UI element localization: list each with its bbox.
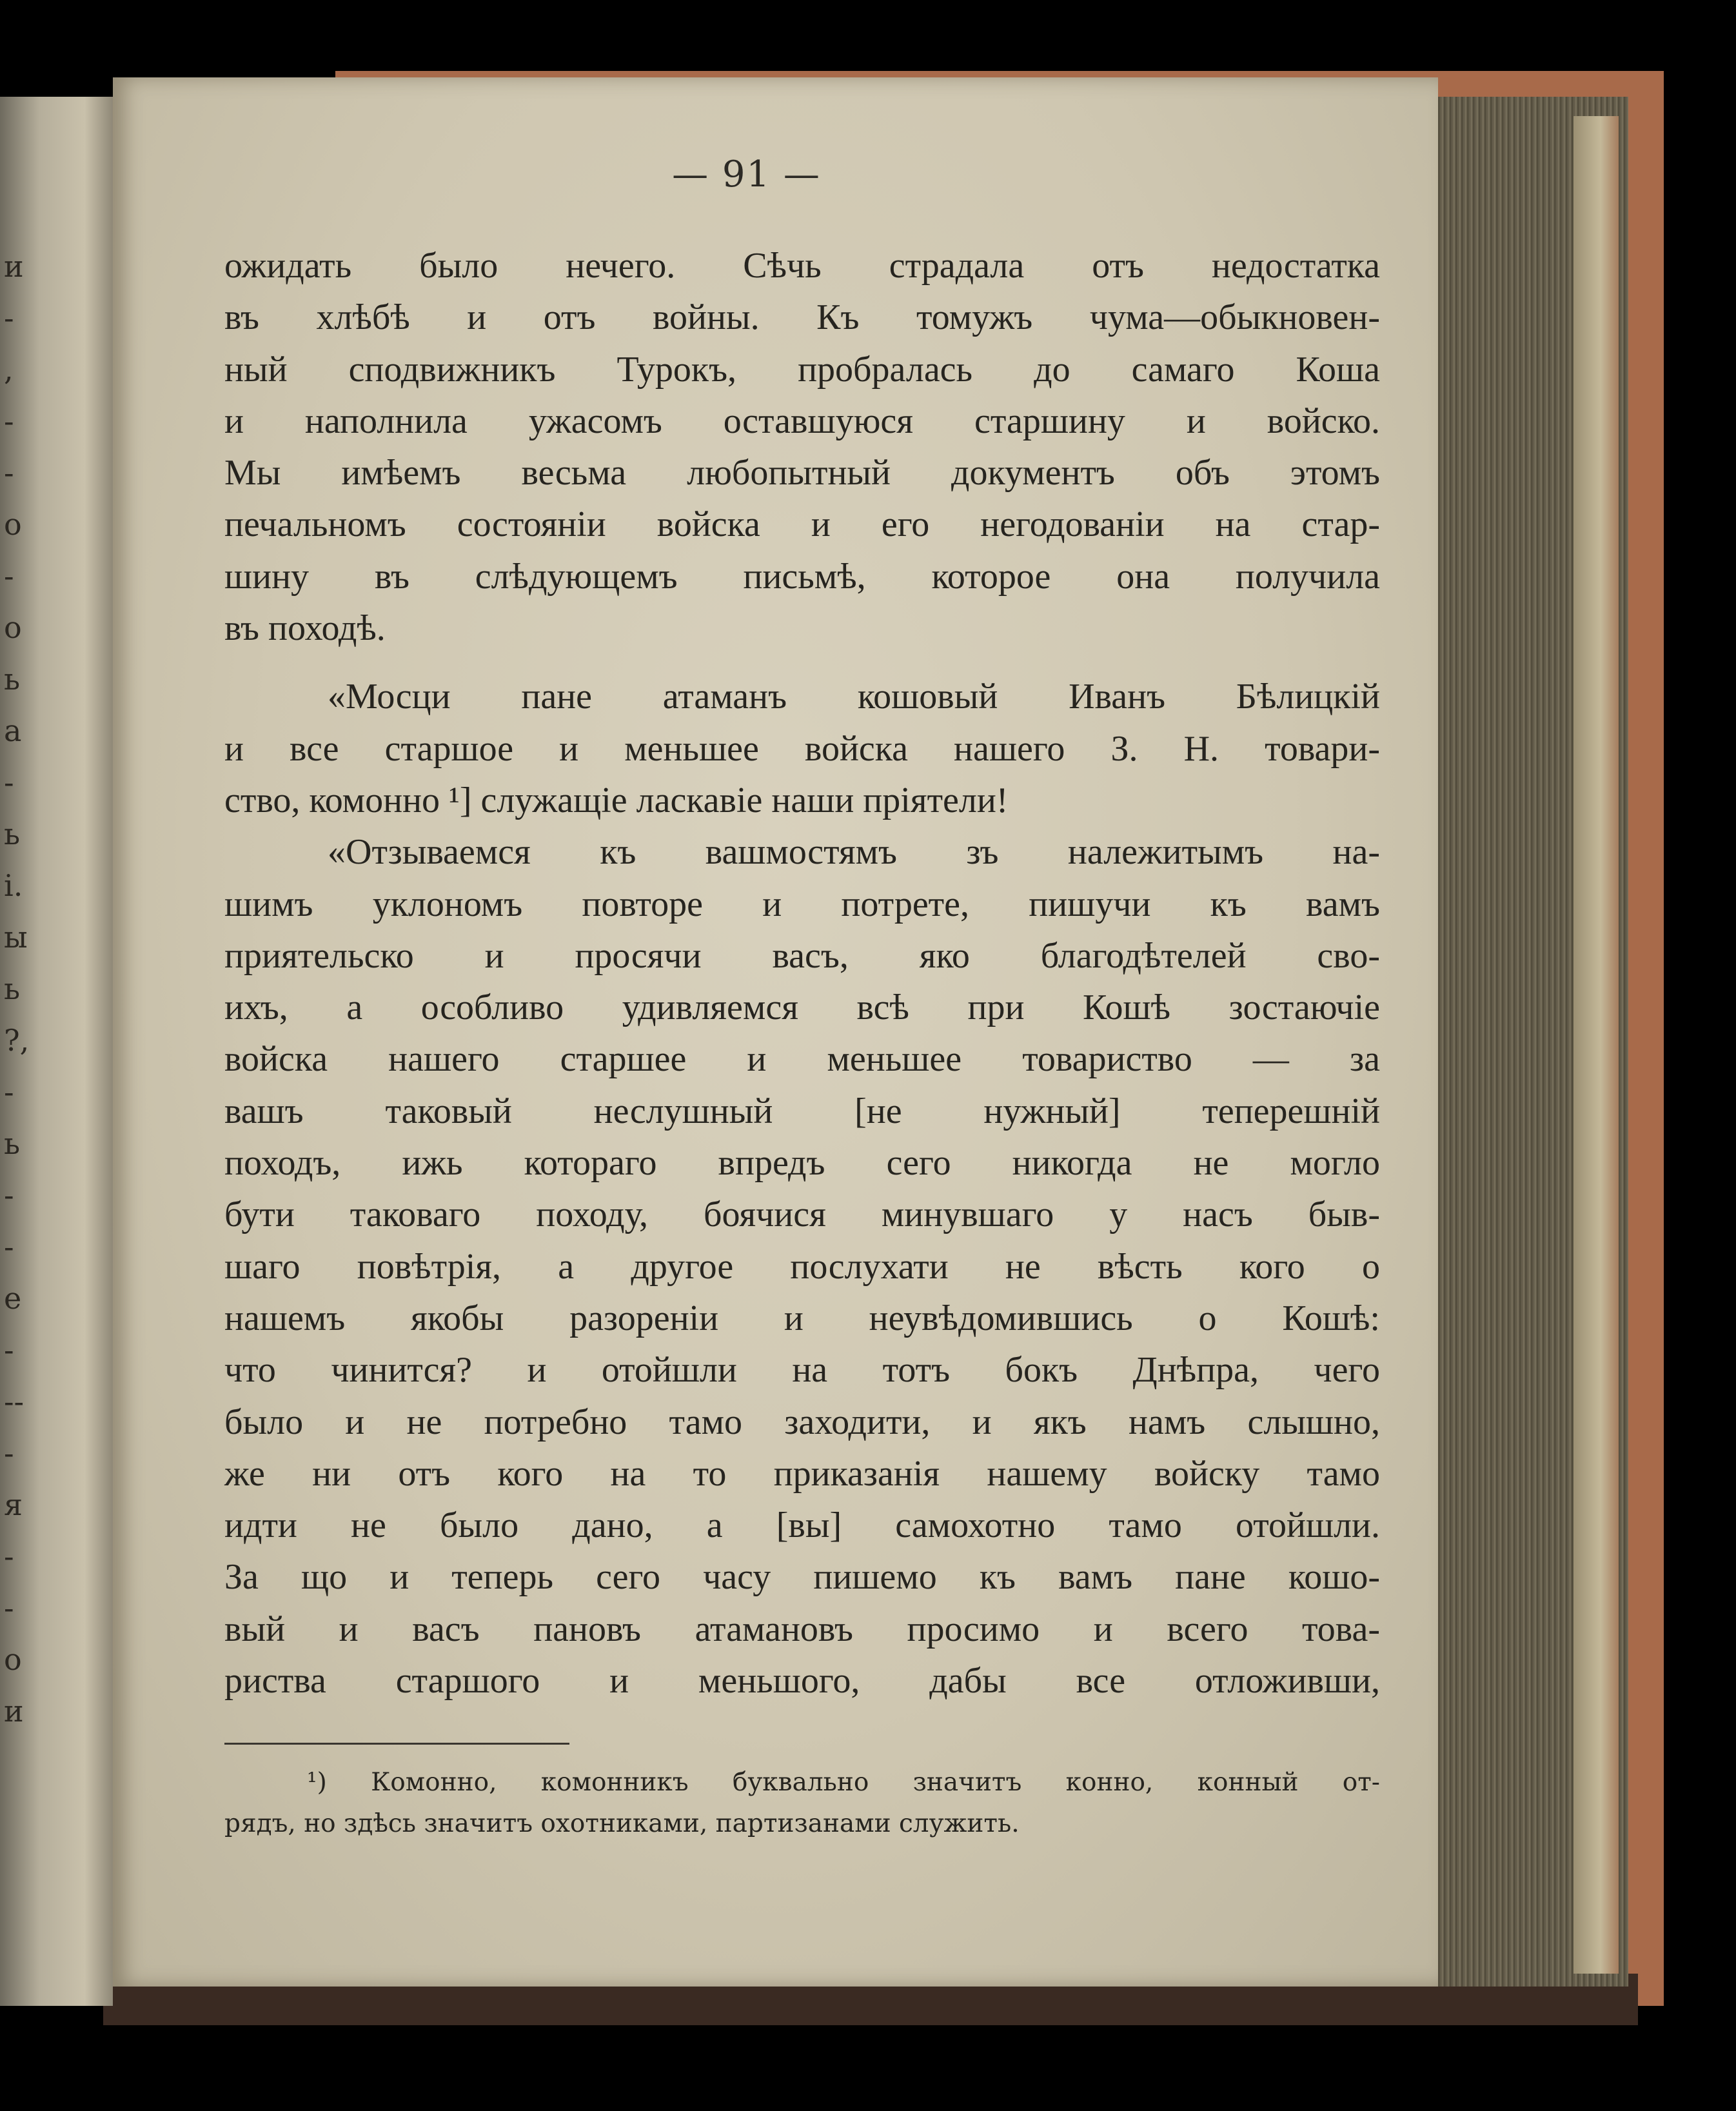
- left-page-fragment: ь: [4, 662, 21, 697]
- left-page-fragment: --: [4, 1384, 25, 1419]
- text-line: шаго повѣтрія, а другое послухати не вѣсть кого о: [224, 1246, 1380, 1287]
- left-page-fragment: -: [4, 301, 14, 335]
- text-line: походъ, ижь котораго впредъ сего никогда не могло: [224, 1143, 1380, 1184]
- text-line: вашъ таковый неслушный [не нужный] теперешній: [224, 1091, 1380, 1131]
- left-page-fragment: і.: [4, 868, 23, 903]
- text-line: «Отзываемся къ вашмостямъ зъ належитымъ на-: [328, 832, 1380, 873]
- text-line: идти не было дано, а [вы] самохотно тамо отойшли.: [224, 1505, 1380, 1546]
- left-page-fragment: -: [4, 765, 14, 800]
- text-line: приятельско и просячи васъ, яко благодѣтелей сво-: [224, 935, 1380, 976]
- text-line: же ни отъ кого на то приказанія нашему войску тамо: [224, 1453, 1380, 1494]
- left-page-fragment: ы: [4, 920, 28, 955]
- left-page-fragment: -: [4, 559, 14, 593]
- text-line: «Мосци пане атаманъ кошовый Иванъ Бѣлицкій: [328, 677, 1380, 717]
- left-facing-page: [0, 97, 113, 2006]
- paragraph-3: [224, 826, 1380, 1707]
- paragraph-2: [224, 671, 1380, 826]
- text-line: ожидать было нечего. Сѣчь страдала отъ недостатка: [224, 246, 1380, 286]
- text-line: и наполнила ужасомъ оставшуюся старшину и войско.: [224, 401, 1380, 441]
- footnote-line: рядъ, но здѣсь значитъ охотниками, партизанами служить.: [224, 1809, 1020, 1838]
- left-page-fragment: и: [4, 249, 24, 284]
- text-line: Мы имѣемъ весьма любопытный документъ объ этомъ: [224, 453, 1380, 493]
- left-page-fragment: и: [4, 1694, 24, 1729]
- text-line: въ походѣ.: [224, 608, 386, 649]
- left-page-fragment: -: [4, 1591, 14, 1625]
- scanned-page: [113, 77, 1438, 1987]
- left-page-fragment: ?,: [4, 1023, 30, 1058]
- left-page-fragment: -: [4, 1333, 14, 1367]
- text-line: что чинится? и отойшли на тотъ бокъ Днѣпра, чего: [224, 1350, 1380, 1391]
- left-page-fragment: о: [4, 1642, 22, 1677]
- left-page-fragment: -: [4, 1229, 14, 1264]
- left-page-fragment: ь: [4, 1126, 21, 1161]
- text-line: ный сподвижникъ Турокъ, пробралась до самаго Коша: [224, 349, 1380, 390]
- left-page-fragment: -: [4, 1075, 14, 1109]
- left-page-fragment: -: [4, 1539, 14, 1574]
- text-line: и все старшое и меньшее войска нашего З. Н. товари-: [224, 728, 1380, 769]
- text-line: печальномъ состояніи войска и его негодованіи на стар-: [224, 504, 1380, 545]
- text-line: ство, комонно ¹] служащіе ласкавіе наши пріятели!: [224, 780, 1009, 820]
- page-number-text: — 91 —: [672, 154, 821, 195]
- left-page-fragment: ,: [4, 352, 14, 387]
- footnote: [224, 1762, 1380, 1845]
- text-line: вый и васъ пановъ атамановъ просимо и всего това-: [224, 1609, 1380, 1649]
- page-number: [113, 154, 1438, 195]
- footnote-line: ¹) Комонно, комонникъ буквально значитъ конно, конный от-: [307, 1768, 1380, 1797]
- left-page-fragment: -: [4, 1178, 14, 1213]
- text-line: бути таковаго походу, боячися минувшаго у насъ быв-: [224, 1194, 1380, 1235]
- page-block-edge-highlight: [1573, 116, 1619, 1974]
- text-line: шимъ уклономъ повторе и потрете, пишучи къ вамъ: [224, 884, 1380, 924]
- text-line: войска нашего старшее и меньшее товариство — за: [224, 1039, 1380, 1080]
- left-page-fragment: -: [4, 404, 14, 439]
- text-line: За що и теперь сего часу пишемо къ вамъ пане кошо-: [224, 1557, 1380, 1598]
- left-page-fragment: е: [4, 1281, 22, 1316]
- text-line: нашемъ якобы разореніи и неувѣдомившись о Кошѣ:: [224, 1298, 1380, 1338]
- body-text: [224, 240, 1380, 1707]
- text-line: было и не потребно тамо заходити, и якъ намъ слышно,: [224, 1402, 1380, 1442]
- left-page-fragment: -: [4, 1436, 14, 1471]
- paragraph-gap: [224, 654, 1380, 671]
- left-page-fragment: о: [4, 507, 22, 542]
- left-page-fragment: о: [4, 610, 22, 645]
- text-line: шину въ слѣдующемъ письмѣ, которое она получила: [224, 556, 1380, 597]
- left-page-fragment: а: [4, 713, 22, 748]
- text-line: риства старшого и меньшого, дабы все отложивши,: [224, 1661, 1380, 1701]
- left-page-fragment: я: [4, 1487, 23, 1522]
- left-page-fragment: ь: [4, 817, 21, 851]
- text-line: ихъ, а особливо удивляемся всѣ при Кошѣ зостаючіе: [224, 987, 1380, 1028]
- left-page-fragment: -: [4, 455, 14, 490]
- paragraph-1: [224, 240, 1380, 654]
- left-page-fragment: ь: [4, 971, 21, 1006]
- footnote-divider: [224, 1743, 569, 1745]
- text-line: въ хлѣбѣ и отъ войны. Къ томужъ чума—обыкновен-: [224, 297, 1380, 338]
